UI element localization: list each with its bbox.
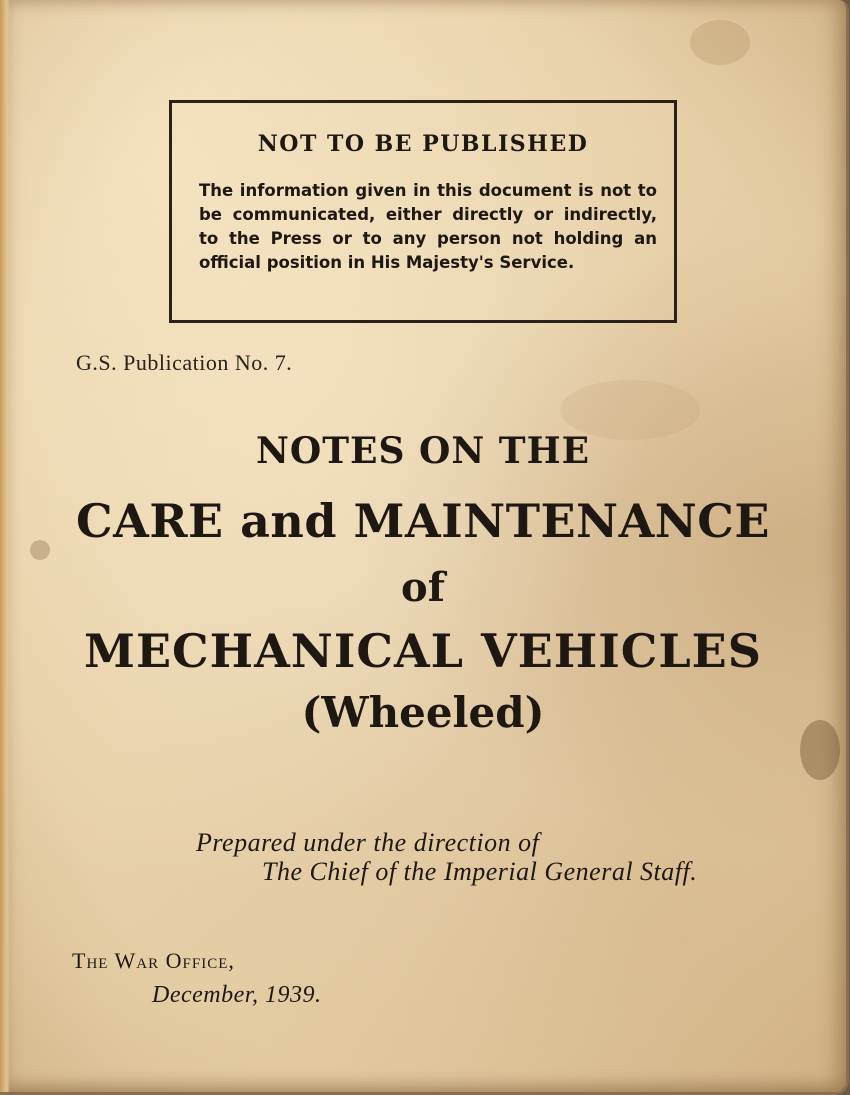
notice-text: The information given in this document is not to be communicated, either directly or indirectly, to the Press or to any person not holding an official position in His Majesty's Service. — [199, 181, 657, 272]
title-line-of: of — [401, 564, 445, 611]
title-line-notes: NOTES ON THE — [255, 430, 591, 472]
prepared-by-line-1: Prepared under the direction of — [196, 828, 540, 857]
title-line-vehicles: MECHANICAL VEHICLES — [84, 624, 762, 678]
publication-number: G.S. Publication No. 7. — [76, 350, 293, 375]
paper-stain — [690, 20, 750, 65]
publisher-office: The War Office, — [72, 948, 235, 973]
prepared-by-line-2: The Chief of the Imperial General Staff. — [262, 857, 698, 886]
title-line-care: CARE and MAINTENANCE — [76, 494, 770, 548]
title-line-wheeled: (Wheeled) — [301, 688, 545, 737]
publication-date: December, 1939. — [152, 982, 322, 1008]
notice-title: NOT TO BE PUBLISHED — [257, 131, 589, 157]
restriction-notice-box — [169, 100, 677, 323]
